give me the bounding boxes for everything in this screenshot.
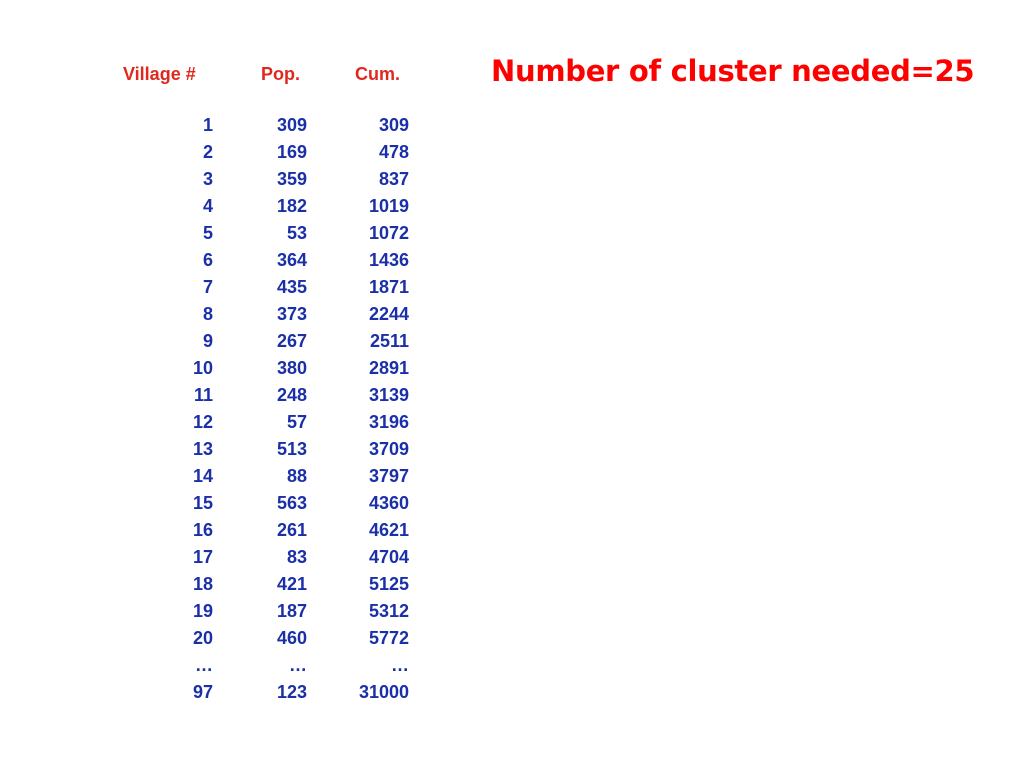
cell-population: 169 bbox=[276, 142, 307, 162]
cell-village: 17 bbox=[192, 547, 213, 567]
cell-population: 513 bbox=[276, 439, 307, 459]
cell-population: … bbox=[289, 655, 307, 675]
table-row bbox=[110, 275, 420, 302]
table-row bbox=[110, 167, 420, 194]
table-row bbox=[110, 680, 420, 707]
cell-population: 57 bbox=[286, 412, 307, 432]
cell-population: 182 bbox=[276, 196, 307, 216]
cell-village: 12 bbox=[192, 412, 213, 432]
cell-cumulative: 3196 bbox=[368, 412, 409, 432]
cell-population: 373 bbox=[276, 304, 307, 324]
cell-village: 3 bbox=[202, 169, 213, 189]
cell-cumulative: 5125 bbox=[368, 574, 409, 594]
table-row bbox=[110, 572, 420, 599]
cell-population: 359 bbox=[276, 169, 307, 189]
table-row bbox=[110, 194, 420, 221]
cell-village: 16 bbox=[192, 520, 213, 540]
table-row bbox=[110, 599, 420, 626]
cell-cumulative: 3139 bbox=[368, 385, 409, 405]
cell-village: … bbox=[195, 655, 213, 675]
cell-cumulative: 309 bbox=[378, 115, 409, 135]
cell-cumulative: 3797 bbox=[368, 466, 409, 486]
cell-village: 1 bbox=[202, 115, 213, 135]
table-row bbox=[110, 140, 420, 167]
cell-population: 309 bbox=[276, 115, 307, 135]
table-row bbox=[110, 491, 420, 518]
table-row bbox=[110, 464, 420, 491]
cell-population: 123 bbox=[276, 682, 307, 702]
cell-village: 6 bbox=[202, 250, 213, 270]
table-row bbox=[110, 383, 420, 410]
cell-cumulative: 478 bbox=[378, 142, 409, 162]
cell-cumulative: 4360 bbox=[368, 493, 409, 513]
cell-cumulative: … bbox=[391, 655, 409, 675]
cell-village: 5 bbox=[202, 223, 213, 243]
cell-village: 14 bbox=[192, 466, 213, 486]
column-header-cumulative: Cum. bbox=[355, 64, 400, 84]
cell-population: 267 bbox=[276, 331, 307, 351]
cell-village: 19 bbox=[192, 601, 213, 621]
cell-cumulative: 2891 bbox=[368, 358, 409, 378]
cell-village: 11 bbox=[193, 385, 213, 405]
slide-headline: Number of cluster needed=25 bbox=[491, 54, 975, 88]
table-row bbox=[110, 410, 420, 437]
column-header-population: Pop. bbox=[261, 64, 300, 84]
cell-village: 18 bbox=[192, 574, 213, 594]
cell-cumulative: 1072 bbox=[368, 223, 409, 243]
cell-population: 460 bbox=[276, 628, 307, 648]
table-row bbox=[110, 437, 420, 464]
cell-population: 364 bbox=[276, 250, 307, 270]
cell-village: 15 bbox=[192, 493, 213, 513]
cell-village: 2 bbox=[202, 142, 213, 162]
cell-population: 380 bbox=[276, 358, 307, 378]
cell-cumulative: 5312 bbox=[368, 601, 409, 621]
table-row bbox=[110, 356, 420, 383]
cell-village: 97 bbox=[192, 682, 213, 702]
cell-cumulative: 31000 bbox=[358, 682, 409, 702]
table-row bbox=[110, 626, 420, 653]
cell-village: 4 bbox=[202, 196, 213, 216]
table-body bbox=[110, 113, 420, 707]
column-header-village: Village # bbox=[123, 64, 196, 84]
cell-cumulative: 4704 bbox=[368, 547, 409, 567]
table-row bbox=[110, 518, 420, 545]
table-row bbox=[110, 329, 420, 356]
cell-population: 53 bbox=[286, 223, 307, 243]
cell-village: 8 bbox=[202, 304, 213, 324]
cell-population: 435 bbox=[276, 277, 307, 297]
table-row bbox=[110, 653, 420, 680]
cell-cumulative: 1871 bbox=[368, 277, 409, 297]
cell-cumulative: 2244 bbox=[368, 304, 409, 324]
cell-population: 83 bbox=[286, 547, 307, 567]
cell-population: 248 bbox=[276, 385, 307, 405]
cell-cumulative: 2511 bbox=[369, 331, 409, 351]
table-row bbox=[110, 248, 420, 275]
cell-cumulative: 1019 bbox=[368, 196, 409, 216]
table-row bbox=[110, 302, 420, 329]
cell-population: 421 bbox=[276, 574, 307, 594]
cell-population: 88 bbox=[286, 466, 307, 486]
table-row bbox=[110, 545, 420, 572]
cell-cumulative: 4621 bbox=[368, 520, 409, 540]
cell-village: 20 bbox=[192, 628, 213, 648]
cell-cumulative: 5772 bbox=[368, 628, 409, 648]
cell-population: 563 bbox=[276, 493, 307, 513]
table-row bbox=[110, 221, 420, 248]
cell-village: 9 bbox=[202, 331, 213, 351]
cell-village: 7 bbox=[202, 277, 213, 297]
cell-population: 187 bbox=[276, 601, 307, 621]
cell-village: 10 bbox=[192, 358, 213, 378]
cell-cumulative: 3709 bbox=[368, 439, 409, 459]
cell-cumulative: 1436 bbox=[368, 250, 409, 270]
table-row bbox=[110, 113, 420, 140]
cell-cumulative: 837 bbox=[378, 169, 409, 189]
cell-village: 13 bbox=[192, 439, 213, 459]
cell-population: 261 bbox=[276, 520, 307, 540]
